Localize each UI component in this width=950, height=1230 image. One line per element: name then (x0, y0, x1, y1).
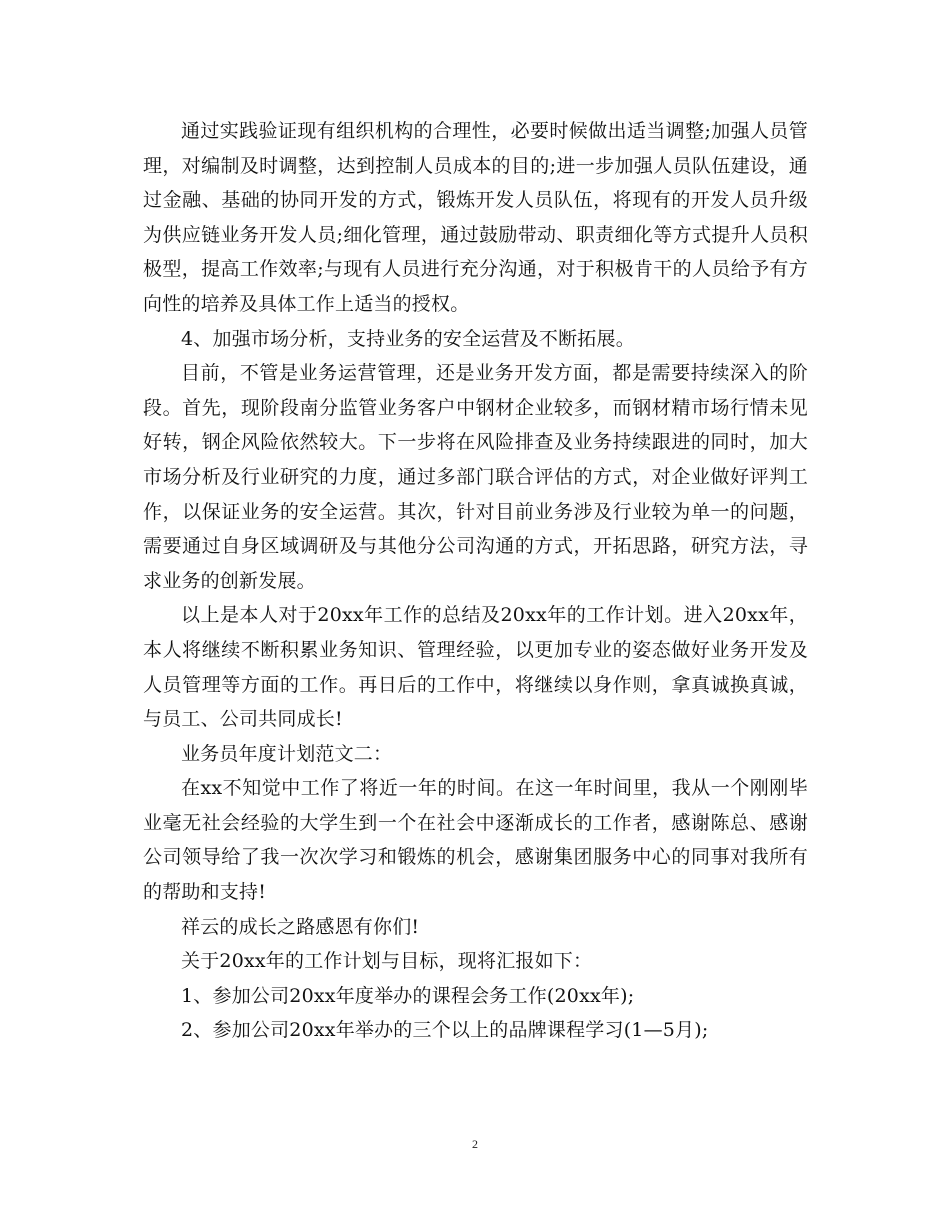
paragraph-organization-adjustment: 通过实践验证现有组织机构的合理性，必要时候做出适当调整;加强人员管理，对编制及时调整，达到控制人员成本的目的;进一步加强人员队伍建设，通过金融、基础的协同开发的方式，锻炼开发人员队伍，将现有的开发人员升级为供应链业务开发人员;细化管理，通过鼓励带动、职责细化等方式提升人员积极型，提高工作效率;与现有人员进行充分沟通，对于积极肯干的人员给予有方向性的培养及具体工作上适当的授权。 (143, 120, 808, 315)
list-item-1: 1、参加公司20xx年度举办的课程会务工作(20xx年); (181, 984, 635, 1007)
paragraph-gratitude: 祥云的成长之路感恩有你们! (181, 915, 420, 938)
paragraph-market-analysis: 目前，不管是业务运营管理，还是业务开发方面，都是需要持续深入的阶段。首先，现阶段南分监管业务客户中钢材企业较多，而钢材精市场行情未见好转，钢企风险依然较大。下一步将在风险排查及业务持续跟进的同时，加大市场分析及行业研究的力度，通过多部门联合评估的方式，对企业做好评判工作，以保证业务的安全运营。其次，针对目前业务涉及行业较为单一的问题，需要通过自身区域调研及与其他分公司沟通的方式，开拓思路，研究方法，寻求业务的创新发展。 (143, 362, 808, 592)
document-body (143, 114, 808, 1048)
paragraph-plan-intro: 关于20xx年的工作计划与目标，现将汇报如下： (181, 950, 593, 973)
list-item-2: 2、参加公司20xx年举办的三个以上的品牌课程学习(1—5月); (181, 1019, 709, 1042)
page-number: 2 (472, 1137, 478, 1151)
paragraph-summary: 以上是本人对于20xx年工作的总结及20xx年的工作计划。进入20xx年，本人将继续不断积累业务知识、管理经验，以更加专业的姿态做好业务开发及人员管理等方面的工作。再日后的工作中，将继续以身作则，拿真诚换真诚，与员工、公司共同成长! (143, 604, 808, 731)
paragraph-section-title: 业务员年度计划范文二： (181, 742, 393, 765)
paragraph-intro: 在xx不知觉中工作了将近一年的时间。在这一年时间里，我从一个刚刚毕业毫无社会经验的大学生到一个在社会中逐渐成长的工作者，感谢陈总、感谢公司领导给了我一次次学习和锻炼的机会，感谢集团服务中心的同事对我所有的帮助和支持! (143, 777, 808, 904)
paragraph-item-4-heading: 4、加强市场分析，支持业务的安全运营及不断拓展。 (181, 327, 635, 350)
